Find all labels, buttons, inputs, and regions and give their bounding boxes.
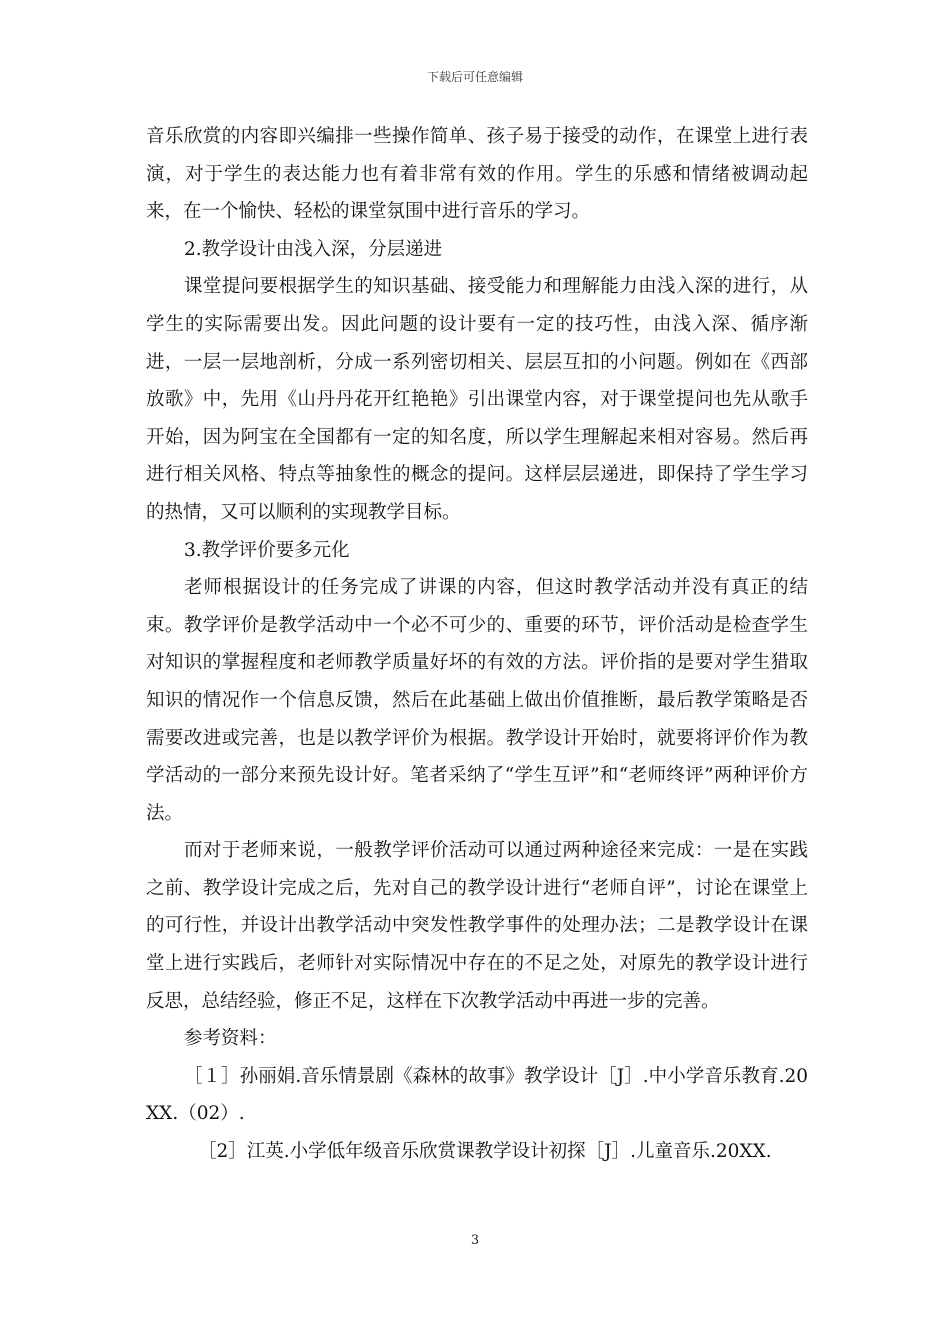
paragraph-evaluation: 老师根据设计的任务完成了讲课的内容，但这时教学活动并没有真正的结束。教学评价是教学活动中一个必不可少的、重要的环节，评价活动是检查学生对知识的掌握程度和老师教学质量好坏的有效的方法。评价指的是要对学生猎取知识的情况作一个信息反馈，然后在此基础上做出价值推断，最后教学策略是否需要改进或完善，也是以教学评价为根据。教学设计开始时，就要将评价作为教学活动的一部分来预先设计好。笔者采纳了“学生互评”和“老师终评”两种评价方法。 <box>146 577 808 824</box>
paragraph-teacher-evaluation: 而对于老师来说，一般教学评价活动可以通过两种途径来完成：一是在实践之前、教学设计完成之后，先对自己的教学设计进行“老师自评”，讨论在课堂上的可行性，并设计出教学活动中突发性教学事件的处理办法；二是教学设计在课堂上进行实践后，老师针对实际情况中存在的不足之处，对原先的教学设计进行反思，总结经验，修正不足，这样在下次教学活动中再进一步的完善。 <box>146 840 808 1012</box>
reference-item-2: ［2］江英.小学低年级音乐欣赏课教学设计初探［J］.儿童音乐.20XX. <box>198 1141 772 1163</box>
section-heading-2: 2.教学设计由浅入深，分层递进 <box>184 238 443 260</box>
page-number: 3 <box>470 1233 480 1248</box>
paragraph-continuation: 音乐欣赏的内容即兴编排一些操作简单、孩子易于接受的动作，在课堂上进行表演，对于学生的表达能力也有着非常有效的作用。学生的乐感和情绪被调动起来，在一个愉快、轻松的课堂氛围中进行音乐的学习。 <box>146 126 808 223</box>
references-heading: 参考资料： <box>184 1028 277 1050</box>
page-header: 下载后可任意编辑 <box>426 70 523 84</box>
section-heading-3: 3.教学评价要多元化 <box>184 539 350 561</box>
paragraph-questioning: 课堂提问要根据学生的知识基础、接受能力和理解能力由浅入深的进行，从学生的实际需要出发。因此问题的设计要有一定的技巧性，由浅入深、循序渐进，一层一层地剖析，分成一系列密切相关、层层互扣的小问题。例如在《西部放歌》中，先用《山丹丹花开红艳艳》引出课堂内容，对于课堂提问也先从歌手开始，因为阿宝在全国都有一定的知名度，所以学生理解起来相对容易。然后再进行相关风格、特点等抽象性的概念的提问。这样层层递进，即保持了学生学习的热情，又可以顺利的实现教学目标。 <box>146 276 808 523</box>
reference-item-1: ［１］孙丽娟.音乐情景剧《森林的故事》教学设计［J］.中小学音乐教育.20XX.（02）. <box>146 1065 808 1125</box>
document-body <box>146 118 808 1171</box>
